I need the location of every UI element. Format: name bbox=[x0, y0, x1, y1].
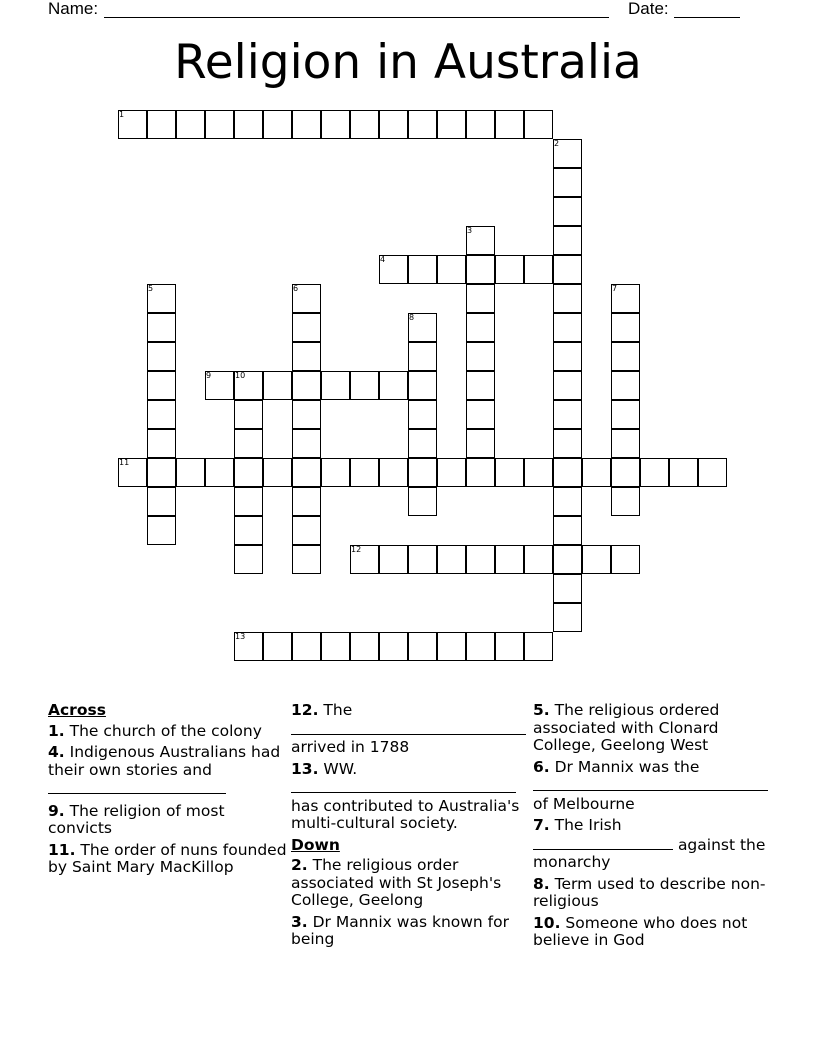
clue-number: 2 bbox=[554, 139, 560, 148]
grid-cell[interactable] bbox=[553, 168, 582, 197]
grid-cell[interactable] bbox=[408, 342, 437, 371]
clue-across-4: 4. Indigenous Australians had their own stories and bbox=[48, 744, 288, 799]
grid-cell[interactable] bbox=[292, 545, 321, 574]
grid-cell[interactable] bbox=[437, 632, 466, 661]
grid-cell[interactable] bbox=[234, 429, 263, 458]
grid-cell[interactable] bbox=[147, 487, 176, 516]
date-label: Date: bbox=[628, 0, 669, 18]
grid-cell[interactable] bbox=[524, 458, 553, 487]
grid-cell[interactable] bbox=[466, 458, 495, 487]
grid-cell[interactable] bbox=[466, 284, 495, 313]
clue-number: 5 bbox=[148, 284, 154, 293]
clue-number: 7 bbox=[612, 284, 618, 293]
grid-cell[interactable] bbox=[350, 632, 379, 661]
grid-cell[interactable] bbox=[553, 226, 582, 255]
grid-cell[interactable] bbox=[408, 371, 437, 400]
clue-number: 1 bbox=[119, 110, 125, 119]
clue-number: 12 bbox=[351, 545, 362, 554]
grid-cell[interactable] bbox=[205, 458, 234, 487]
clue-across-13: 13. WW. has contributed to Australia's multi-cultural society. bbox=[291, 759, 520, 832]
grid-cell[interactable] bbox=[611, 429, 640, 458]
grid-cell[interactable] bbox=[234, 400, 263, 429]
answer-blank bbox=[533, 835, 673, 850]
grid-cell[interactable] bbox=[147, 516, 176, 545]
grid-cell[interactable] bbox=[495, 632, 524, 661]
grid-cell[interactable] bbox=[147, 429, 176, 458]
name-label: Name: bbox=[48, 0, 99, 18]
grid-cell[interactable] bbox=[466, 371, 495, 400]
grid-cell[interactable] bbox=[437, 255, 466, 284]
clue-across-9: 9. The religion of most convicts bbox=[48, 801, 225, 837]
grid-cell[interactable] bbox=[234, 487, 263, 516]
grid-cell[interactable] bbox=[292, 632, 321, 661]
grid-cell[interactable] bbox=[292, 371, 321, 400]
grid-cell[interactable] bbox=[524, 632, 553, 661]
grid-cell[interactable] bbox=[524, 110, 553, 139]
grid-cell[interactable] bbox=[611, 313, 640, 342]
grid-cell[interactable] bbox=[350, 458, 379, 487]
grid-cell[interactable] bbox=[582, 458, 611, 487]
grid-cell[interactable] bbox=[611, 545, 640, 574]
answer-blank bbox=[291, 778, 516, 793]
grid-cell[interactable] bbox=[553, 574, 582, 603]
grid-cell[interactable] bbox=[553, 516, 582, 545]
grid-cell[interactable] bbox=[553, 458, 582, 487]
grid-cell[interactable] bbox=[292, 110, 321, 139]
grid-cell[interactable] bbox=[466, 342, 495, 371]
grid-cell[interactable] bbox=[553, 197, 582, 226]
grid-cell[interactable] bbox=[466, 632, 495, 661]
grid-cell[interactable] bbox=[147, 371, 176, 400]
grid-cell[interactable] bbox=[350, 110, 379, 139]
grid-cell[interactable] bbox=[524, 255, 553, 284]
grid-cell[interactable] bbox=[292, 400, 321, 429]
grid-cell[interactable] bbox=[611, 371, 640, 400]
answer-blank bbox=[291, 720, 526, 735]
grid-cell[interactable] bbox=[698, 458, 727, 487]
grid-cell[interactable] bbox=[611, 487, 640, 516]
grid-cell[interactable] bbox=[321, 110, 350, 139]
clue-down-5: 5. The religious ordered associated with Clonard College, Geelong West bbox=[533, 701, 720, 754]
grid-cell[interactable] bbox=[553, 371, 582, 400]
answer-blank bbox=[48, 779, 226, 794]
grid-cell[interactable] bbox=[408, 487, 437, 516]
grid-cell[interactable] bbox=[350, 371, 379, 400]
grid-cell[interactable] bbox=[408, 110, 437, 139]
grid-cell[interactable] bbox=[292, 458, 321, 487]
clue-number: 6 bbox=[293, 284, 299, 293]
clue-number: 8 bbox=[409, 313, 415, 322]
grid-cell[interactable] bbox=[408, 632, 437, 661]
grid-cell[interactable] bbox=[292, 342, 321, 371]
grid-cell[interactable] bbox=[263, 458, 292, 487]
clue-across-1: 1. The church of the colony bbox=[48, 721, 262, 740]
clues-column-1 bbox=[48, 702, 288, 881]
grid-cell[interactable] bbox=[553, 284, 582, 313]
clue-number: 3 bbox=[467, 226, 473, 235]
grid-cell[interactable] bbox=[611, 400, 640, 429]
clue-down-6: 6. Dr Mannix was the of Melbourne bbox=[533, 759, 773, 814]
grid-cell[interactable] bbox=[553, 603, 582, 632]
clue-across-11: 11. The order of nuns founded by Saint Mary MacKillop bbox=[48, 840, 287, 876]
grid-cell[interactable] bbox=[466, 255, 495, 284]
grid-cell[interactable] bbox=[147, 110, 176, 139]
grid-cell[interactable] bbox=[379, 371, 408, 400]
grid-cell[interactable] bbox=[640, 458, 669, 487]
clue-across-12: 12. The arrived in 1788 bbox=[291, 702, 531, 757]
down-heading: Down bbox=[291, 835, 340, 854]
grid-cell[interactable] bbox=[553, 429, 582, 458]
clue-down-7: 7. The Irish against the monarchy bbox=[533, 816, 766, 871]
across-heading: Across bbox=[48, 701, 106, 719]
grid-cell[interactable] bbox=[553, 487, 582, 516]
grid-cell[interactable] bbox=[147, 400, 176, 429]
clue-down-10: 10. Someone who does not believe in God bbox=[533, 913, 748, 949]
grid-cell[interactable] bbox=[234, 516, 263, 545]
grid-cell[interactable] bbox=[379, 545, 408, 574]
grid-cell[interactable] bbox=[495, 545, 524, 574]
grid-cell[interactable] bbox=[495, 255, 524, 284]
grid-cell[interactable] bbox=[205, 110, 234, 139]
grid-cell[interactable] bbox=[379, 632, 408, 661]
grid-cell[interactable] bbox=[408, 458, 437, 487]
grid-cell[interactable] bbox=[524, 545, 553, 574]
grid-cell[interactable] bbox=[292, 487, 321, 516]
grid-cell[interactable] bbox=[466, 110, 495, 139]
grid-cell[interactable] bbox=[176, 110, 205, 139]
grid-cell[interactable] bbox=[147, 313, 176, 342]
grid-cell[interactable] bbox=[437, 110, 466, 139]
grid-cell[interactable] bbox=[669, 458, 698, 487]
grid-cell[interactable] bbox=[234, 110, 263, 139]
grid-cell[interactable] bbox=[495, 458, 524, 487]
clue-down-3: 3. Dr Mannix was known for being bbox=[291, 912, 509, 948]
page-title: Religion in Australia bbox=[174, 35, 642, 90]
grid-cell[interactable] bbox=[553, 400, 582, 429]
grid-cell[interactable] bbox=[582, 545, 611, 574]
grid-cell[interactable] bbox=[553, 313, 582, 342]
grid-cell[interactable] bbox=[379, 110, 408, 139]
grid-cell[interactable] bbox=[466, 313, 495, 342]
grid-cell[interactable] bbox=[553, 342, 582, 371]
grid-cell[interactable] bbox=[147, 458, 176, 487]
grid-cell[interactable] bbox=[466, 400, 495, 429]
clue-number: 9 bbox=[206, 371, 212, 380]
grid-cell[interactable] bbox=[321, 371, 350, 400]
grid-cell[interactable] bbox=[263, 371, 292, 400]
clue-number: 4 bbox=[380, 255, 386, 264]
grid-cell[interactable] bbox=[263, 110, 292, 139]
clues-column-3 bbox=[533, 702, 773, 954]
grid-cell[interactable] bbox=[437, 545, 466, 574]
grid-cell[interactable] bbox=[611, 458, 640, 487]
grid-cell[interactable] bbox=[379, 458, 408, 487]
clue-number: 10 bbox=[235, 371, 246, 380]
grid-cell[interactable] bbox=[553, 255, 582, 284]
grid-cell[interactable] bbox=[553, 545, 582, 574]
grid-cell[interactable] bbox=[408, 255, 437, 284]
grid-cell[interactable] bbox=[466, 545, 495, 574]
clues-column-2 bbox=[291, 702, 531, 953]
grid-cell[interactable] bbox=[611, 342, 640, 371]
grid-cell[interactable] bbox=[408, 545, 437, 574]
grid-cell[interactable] bbox=[466, 429, 495, 458]
grid-cell[interactable] bbox=[408, 400, 437, 429]
grid-cell[interactable] bbox=[321, 632, 350, 661]
grid-cell[interactable] bbox=[234, 458, 263, 487]
grid-cell[interactable] bbox=[408, 429, 437, 458]
grid-cell[interactable] bbox=[234, 545, 263, 574]
clue-number: 13 bbox=[235, 632, 246, 641]
grid-cell[interactable] bbox=[147, 342, 176, 371]
grid-cell[interactable] bbox=[292, 516, 321, 545]
clue-down-8: 8. Term used to describe non-religious bbox=[533, 874, 766, 910]
clue-number: 11 bbox=[119, 458, 130, 467]
grid-cell[interactable] bbox=[292, 429, 321, 458]
clue-down-2: 2. The religious order associated with St Joseph's College, Geelong bbox=[291, 856, 502, 909]
grid-cell[interactable] bbox=[176, 458, 205, 487]
grid-cell[interactable] bbox=[263, 632, 292, 661]
grid-cell[interactable] bbox=[321, 458, 350, 487]
grid-cell[interactable] bbox=[495, 110, 524, 139]
answer-blank bbox=[533, 776, 768, 791]
grid-cell[interactable] bbox=[292, 313, 321, 342]
grid-cell[interactable] bbox=[437, 458, 466, 487]
